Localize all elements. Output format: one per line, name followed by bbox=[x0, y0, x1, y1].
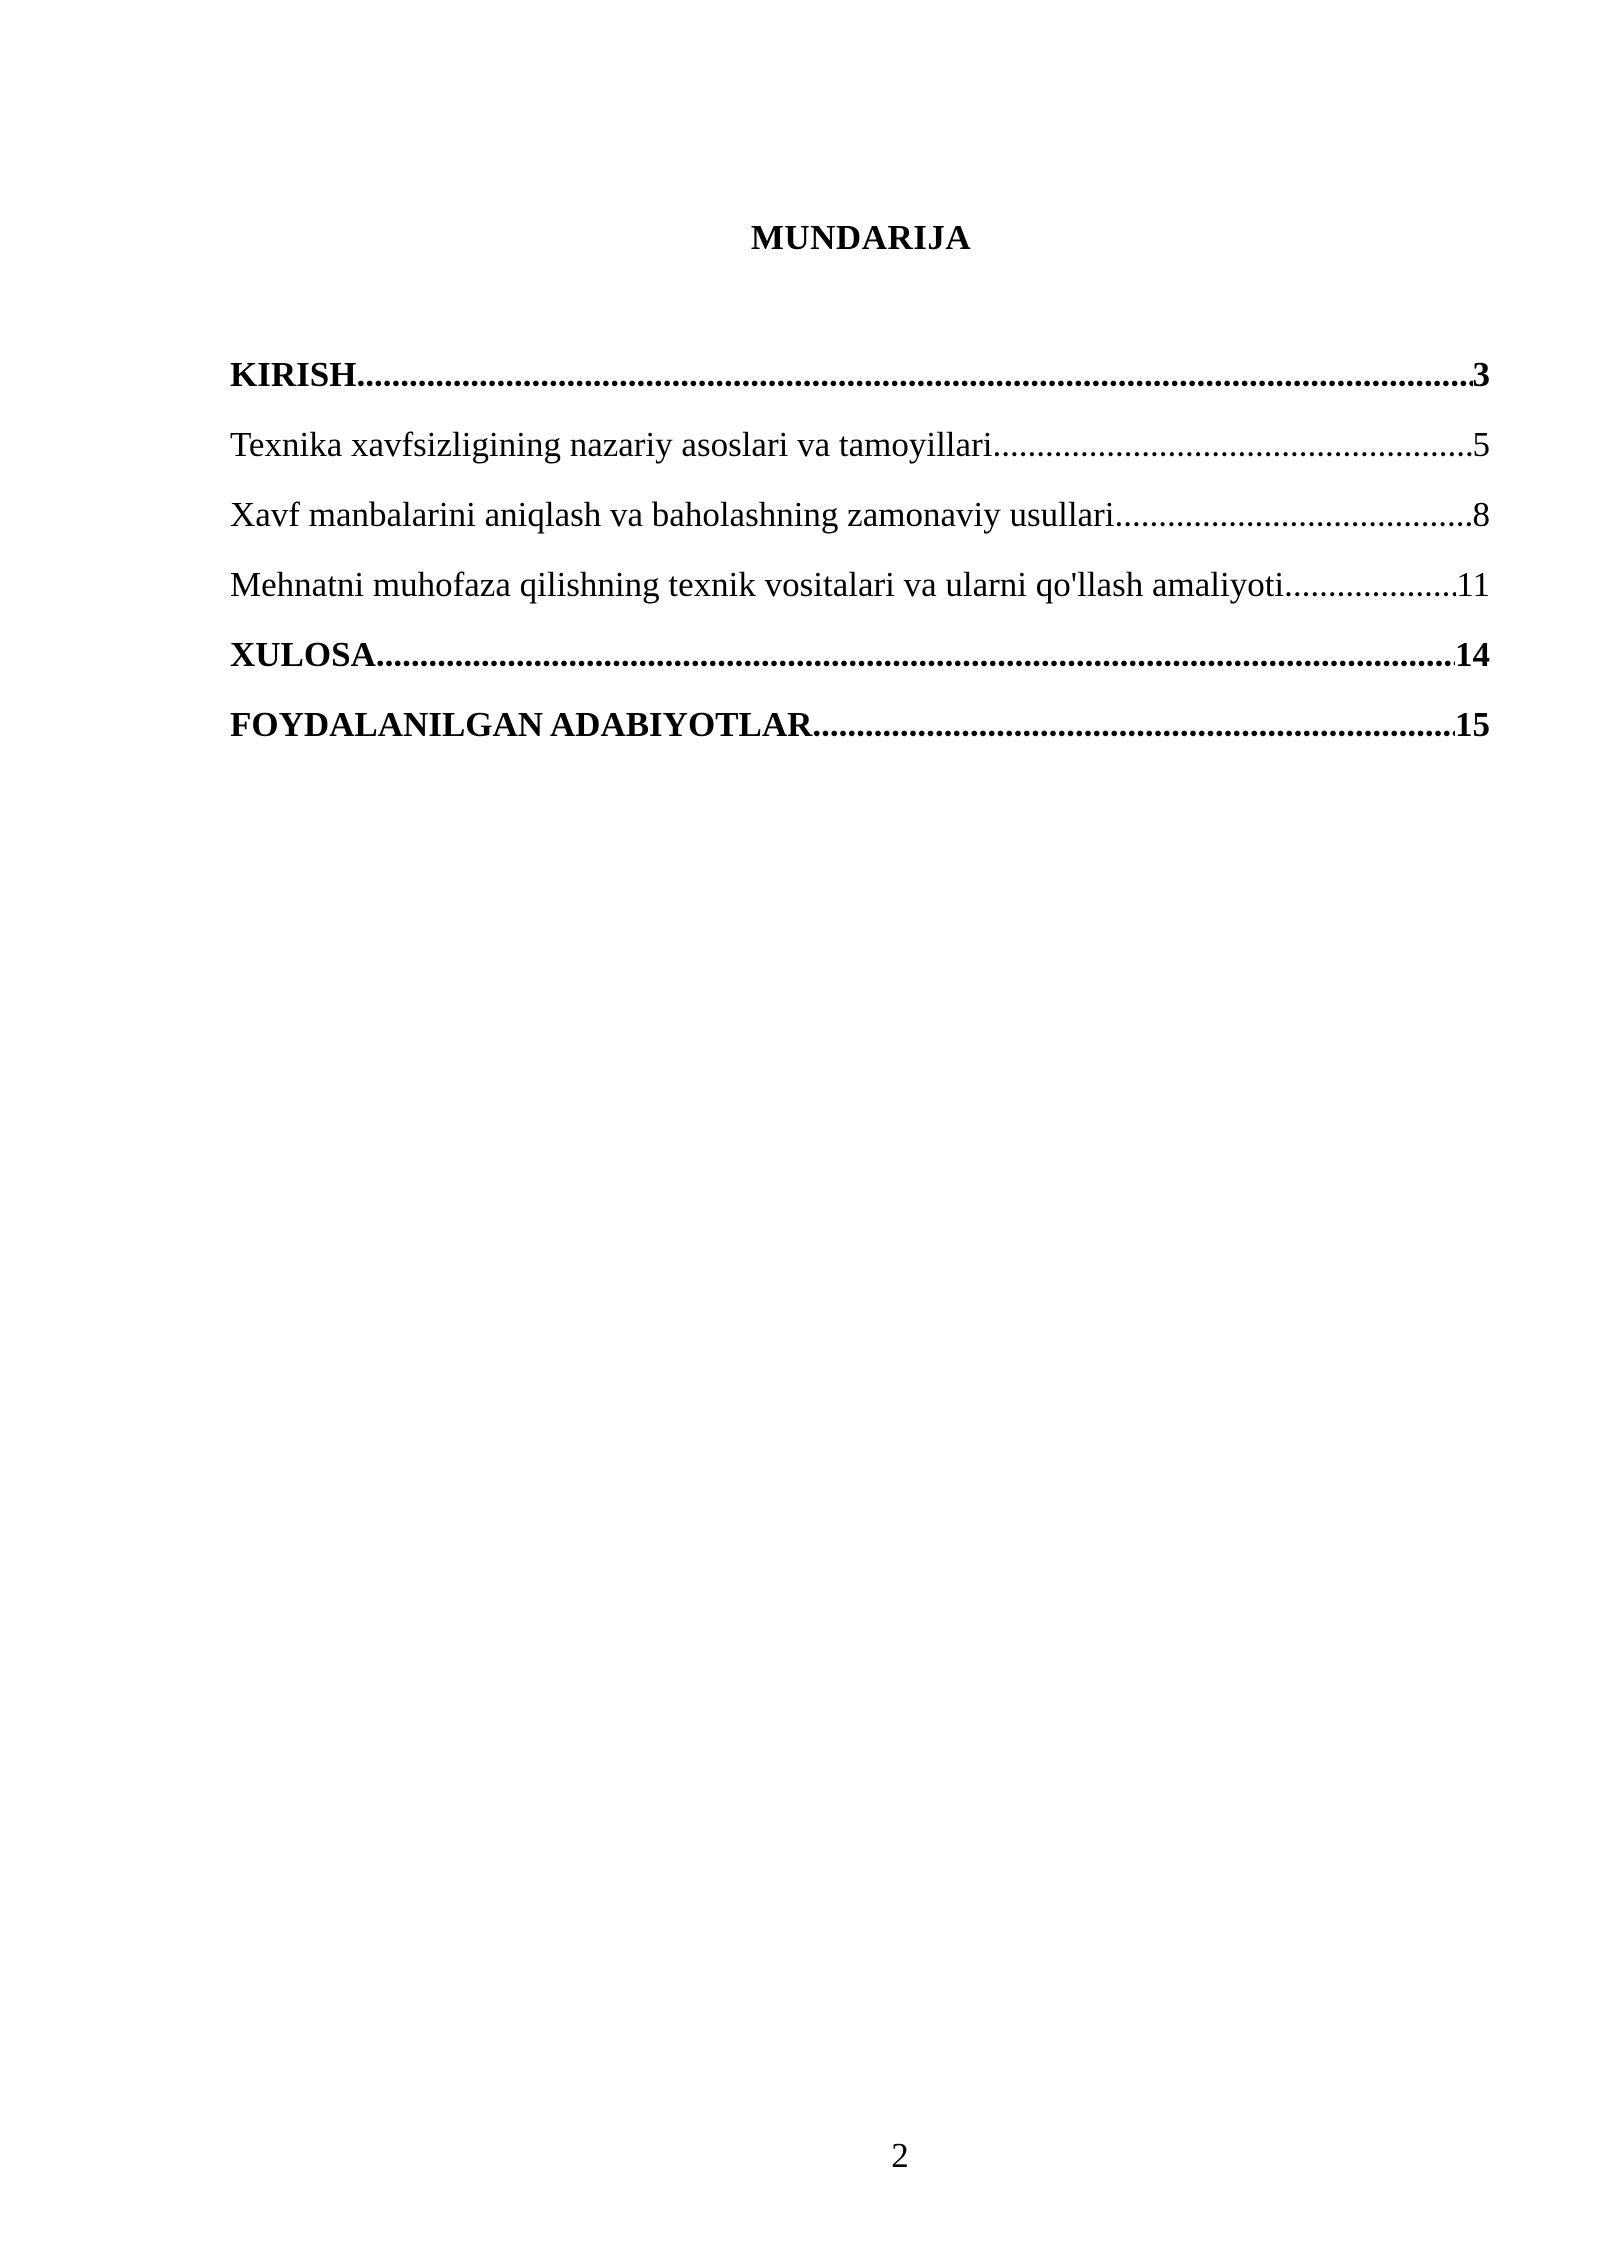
toc-entry-label: KIRISH bbox=[230, 355, 357, 394]
dot-leader bbox=[992, 422, 1472, 468]
dot-leader bbox=[1284, 562, 1456, 608]
dot-leader bbox=[1114, 492, 1472, 538]
table-of-contents bbox=[230, 352, 1490, 772]
toc-entry-page: 11 bbox=[1456, 565, 1490, 604]
toc-entry-label: Texnika xavfsizligining nazariy asoslari va tamoyillari bbox=[230, 425, 993, 464]
toc-title: MUNDARIJA bbox=[750, 218, 972, 257]
toc-entry-label: XULOSA bbox=[230, 635, 376, 674]
toc-entry-xulosa[interactable] bbox=[230, 632, 1490, 702]
toc-entry-adabiyotlar[interactable] bbox=[230, 702, 1490, 772]
dot-leader bbox=[812, 702, 1455, 748]
toc-entry-page: 3 bbox=[1472, 355, 1490, 394]
dot-leader bbox=[356, 352, 1472, 398]
dot-leader bbox=[376, 632, 1455, 678]
toc-entry-mehnat-muhofazasi[interactable] bbox=[230, 562, 1490, 632]
toc-entry-nazariy-asoslar[interactable] bbox=[230, 422, 1490, 492]
toc-entry-label: FOYDALANILGAN ADABIYOTLAR bbox=[230, 705, 813, 744]
toc-entry-page: 5 bbox=[1472, 425, 1490, 464]
toc-entry-page: 8 bbox=[1472, 495, 1490, 534]
toc-entry-label: Mehnatni muhofaza qilishning texnik vositalari va ularni qo'llash amaliyoti bbox=[230, 565, 1285, 604]
toc-entry-kirish[interactable] bbox=[230, 352, 1490, 422]
toc-entry-page: 15 bbox=[1455, 705, 1490, 744]
toc-entry-page: 14 bbox=[1455, 635, 1490, 674]
toc-entry-label: Xavf manbalarini aniqlash va baholashning zamonaviy usullari bbox=[230, 495, 1115, 534]
toc-entry-xavf-manbalari[interactable] bbox=[230, 492, 1490, 562]
page-number: 2 bbox=[891, 2136, 909, 2175]
